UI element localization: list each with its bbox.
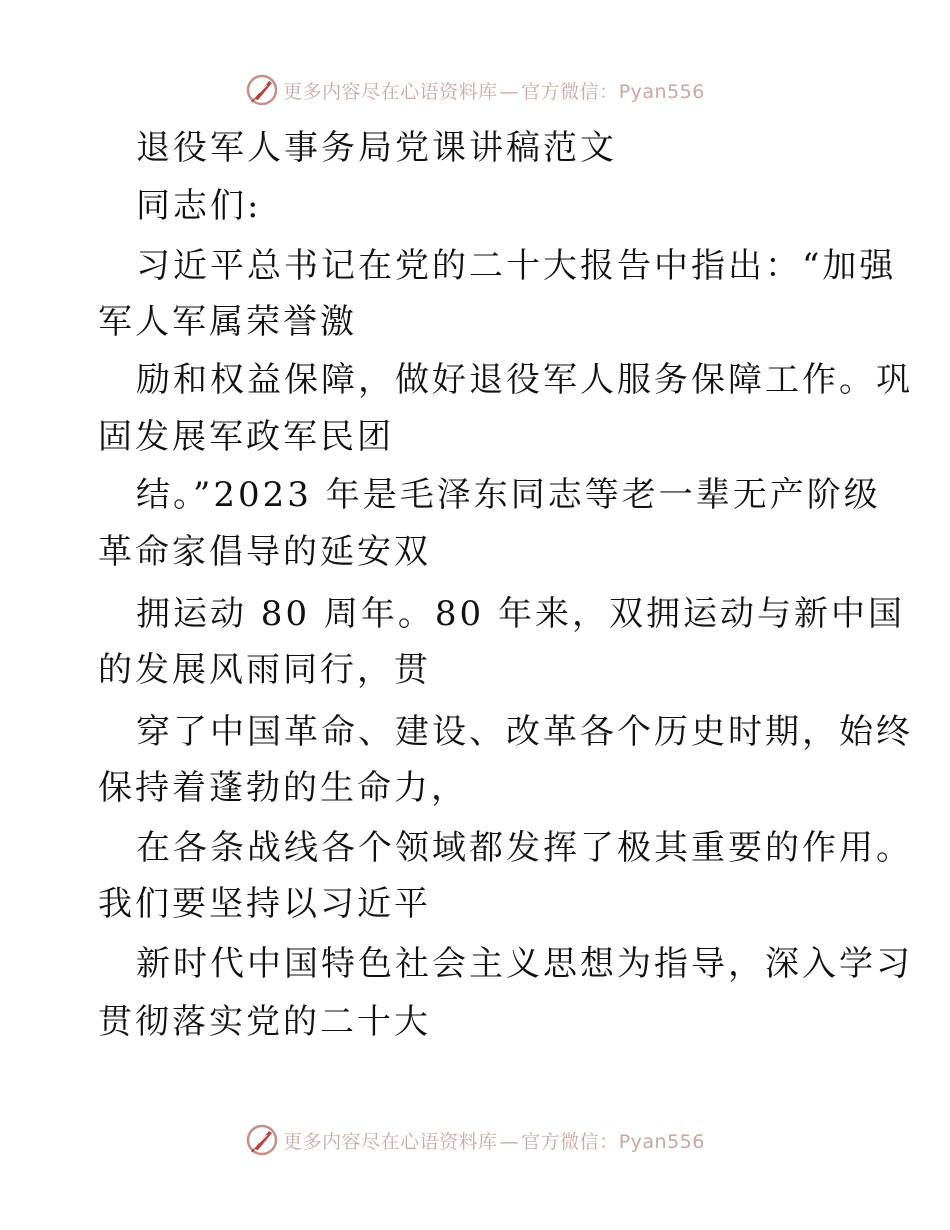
- watermark-dash: —: [499, 1130, 520, 1153]
- text-line: 励和权益保障，做好退役军人服务保障工作。巩: [136, 360, 913, 400]
- watermark-label: 官方微信：: [521, 1130, 619, 1153]
- text-line: 新时代中国特色社会主义思想为指导，深入学习: [136, 944, 913, 984]
- text-line: 在各条战线各个领域都发挥了极其重要的作用。: [136, 828, 913, 868]
- text-line: 穿了中国革命、建设、改革各个历史时期，始终: [136, 712, 913, 752]
- text-line: 拥运动 80 周年。80 年来，双拥运动与新中国: [136, 594, 905, 634]
- text-line: 我们要坚持以习近平: [98, 884, 431, 924]
- feather-pen-seal-icon: [245, 1123, 279, 1157]
- text-line: 保持着蓬勃的生命力，: [98, 768, 468, 808]
- footer-watermark: [0, 1120, 950, 1160]
- watermark-account: Pyan556: [618, 1130, 705, 1153]
- watermark-text: [283, 1127, 705, 1154]
- watermark-brand: 更多内容尽在心语资料库: [283, 1130, 498, 1153]
- watermark-account: Pyan556: [618, 80, 705, 103]
- text-line: 的发展风雨同行，贯: [98, 650, 431, 690]
- watermark-brand: 更多内容尽在心语资料库: [283, 80, 498, 103]
- watermark-text: [283, 77, 705, 104]
- text-line: 贯彻落实党的二十大: [98, 1002, 431, 1042]
- text-line: 习近平总书记在党的二十大报告中指出：“加强: [136, 246, 897, 286]
- text-line: 革命家倡导的延安双: [98, 532, 431, 572]
- watermark-label: 官方微信：: [521, 80, 619, 103]
- document-title: 退役军人事务局党课讲稿范文: [136, 128, 617, 168]
- header-watermark: [0, 70, 950, 110]
- text-line: 军人军属荣誉激: [98, 302, 357, 342]
- text-line: 结。”2023 年是毛泽东同志等老一辈无产阶级: [136, 475, 881, 515]
- text-line: 同志们:: [136, 186, 262, 226]
- text-line: 固发展军政军民团: [98, 417, 394, 457]
- watermark-dash: —: [499, 80, 520, 103]
- feather-pen-seal-icon: [245, 73, 279, 107]
